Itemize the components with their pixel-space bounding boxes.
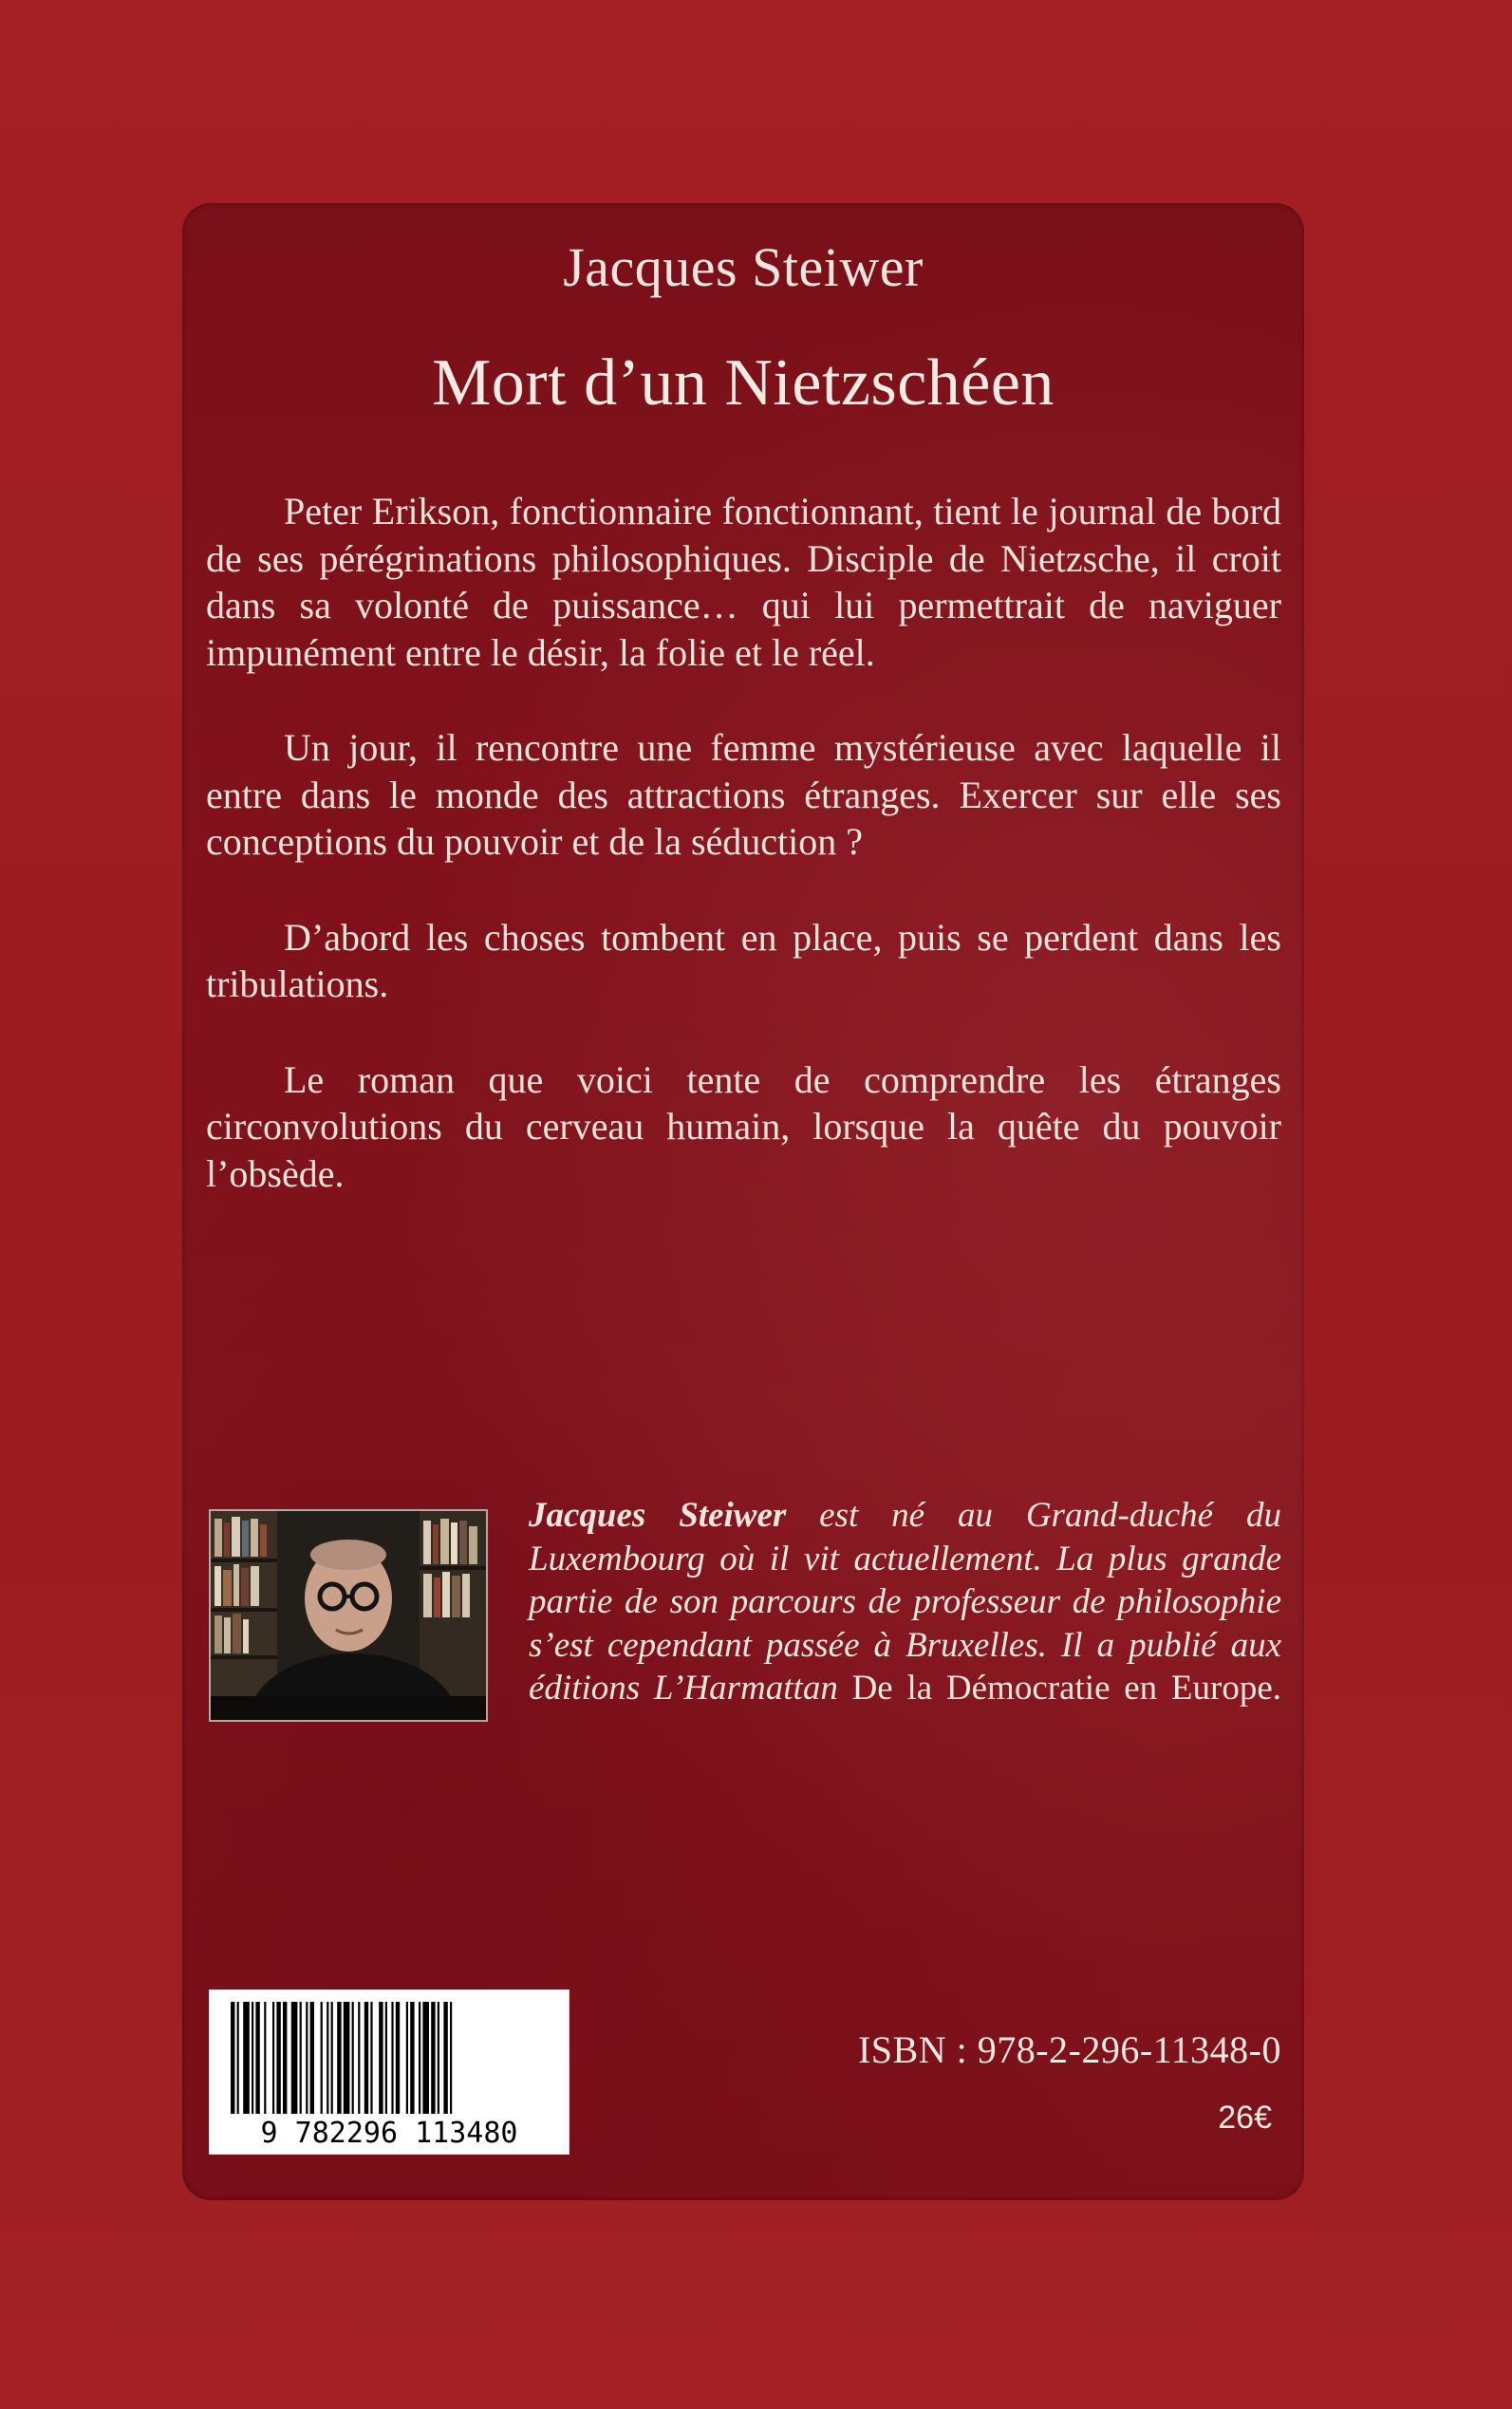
bio-text: est né au Grand-duché du Luxembourg où il vit actuellement. La plus grande partie de son parcours de professeur de philosophie s’est cependant passée à Bruxelles. Il a publié aux éditions <box>529 1496 1281 1708</box>
barcode-bar <box>252 2002 253 2114</box>
bio-book-title: De la Démocratie en Europe. <box>837 1669 1281 1708</box>
barcode-bar <box>438 2002 439 2114</box>
blurb-paragraph-2: Un jour, il rencontre une femme mystérieuse avec laquelle il entre dans le monde des attractions étranges. Exercer sur elle ses conceptions du pouvoir et de la séduction ? <box>206 726 1281 863</box>
barcode-bar <box>231 2002 234 2114</box>
barcode-bar <box>272 2002 274 2114</box>
barcode-bar <box>358 2002 360 2114</box>
price: 26€ <box>1218 2100 1272 2136</box>
author-name: Jacques Steiwer <box>563 236 924 298</box>
barcode-bar <box>306 2002 308 2114</box>
barcode-bar <box>327 2002 328 2114</box>
barcode-bar <box>291 2002 298 2114</box>
barcode-bar <box>337 2002 341 2114</box>
barcode <box>209 1989 569 2155</box>
barcode-bar <box>264 2002 266 2114</box>
barcode-bar <box>431 2002 435 2114</box>
barcode-bar <box>385 2002 387 2114</box>
barcode-bar <box>276 2002 280 2114</box>
blurb-paragraph-4: Le roman que voici tente de comprendre les étranges circonvolutions du cerveau humain, lorsque la quête du pouvoir l’obsède. <box>206 1057 1281 1195</box>
barcode-digits: 9 782296 113480 <box>260 2117 518 2150</box>
barcode-bar <box>410 2002 414 2114</box>
bio-author-name: Jacques Steiwer <box>529 1496 787 1535</box>
author-bio <box>529 1494 1281 1710</box>
barcode-bar <box>283 2002 287 2114</box>
blurb-paragraph-3: D’abord les choses tombent en place, puis se perdent dans les tribulations. <box>206 915 1281 1005</box>
barcode-bar <box>406 2002 408 2114</box>
barcode-bar <box>352 2002 354 2114</box>
isbn: ISBN : 978-2-296-11348-0 <box>857 2028 1281 2071</box>
bio-publisher: L’Harmattan <box>653 1669 838 1708</box>
barcode-bar <box>396 2002 400 2114</box>
blurb <box>206 488 1281 1245</box>
barcode-bar <box>237 2002 239 2114</box>
barcode-bar <box>300 2002 302 2114</box>
barcode-bar <box>310 2002 314 2114</box>
book-title: Mort d’un Nietzschéen <box>432 346 1055 420</box>
author-photo <box>209 1509 488 1722</box>
barcode-bar <box>443 2002 447 2114</box>
barcode-bar <box>450 2002 452 2114</box>
barcode-bar <box>344 2002 350 2114</box>
barcode-bar <box>419 2002 420 2114</box>
barcode-bar <box>391 2002 393 2114</box>
blurb-paragraph-1: Peter Erikson, fonctionnaire fonctionnant, tient le journal de bord de ses pérégrinations philosophiques. Disciple de Nietzsche, il croit dans sa volonté de puissance… qui lui permettrait de naviguer impunément entre le désir, la folie et le réel. <box>206 490 1281 674</box>
barcode-bar <box>364 2002 368 2114</box>
barcode-bar <box>379 2002 383 2114</box>
barcode-bar <box>243 2002 250 2114</box>
barcode-bar <box>321 2002 323 2114</box>
barcode-bar <box>370 2002 372 2114</box>
content-panel <box>182 203 1304 2200</box>
author-portrait-image <box>211 1511 486 1720</box>
barcode-bar <box>255 2002 259 2114</box>
barcode-bar <box>422 2002 429 2114</box>
barcode-image <box>210 1990 569 2154</box>
barcode-bar <box>331 2002 333 2114</box>
